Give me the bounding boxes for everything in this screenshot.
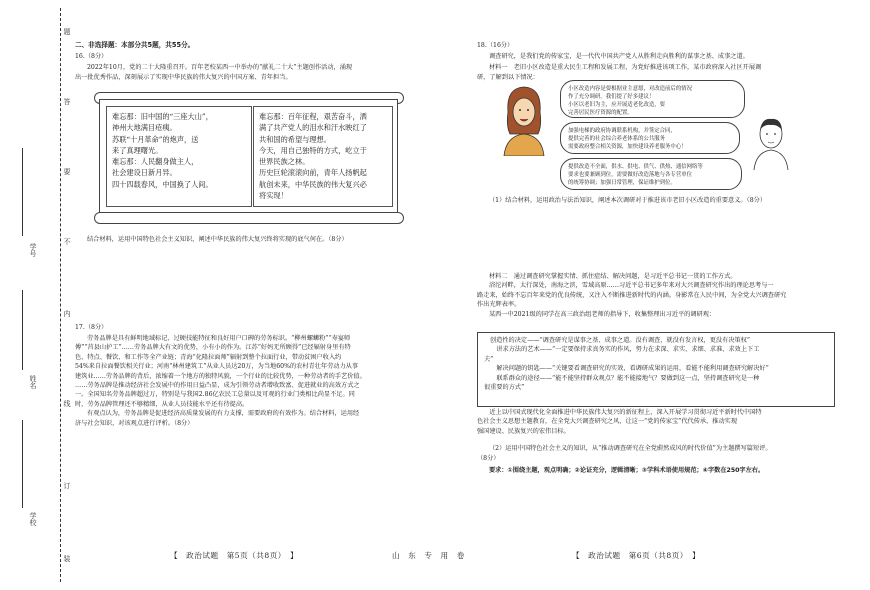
poem-right-line: 将实现！ <box>259 191 288 201</box>
q18-intro-line: 材料一 老旧小区改造是重大民生工程和发展工程，为党好推进该项工作，某市政府深入社区开展调 <box>489 64 762 71</box>
quotes-box <box>477 332 835 407</box>
margin-mark-nei: 内 <box>63 310 71 317</box>
q17-line: 建筑业……劳务品牌的背后，浓缩着一个地方的独特风貌，一个行业的比较优势，一种劳动者的手艺价值。 <box>75 372 366 380</box>
material2-line: 作出光辉表率。 <box>477 301 521 309</box>
margin-mark-ti: 题 <box>63 28 71 35</box>
footer-center: 山 东 专 用 卷 <box>392 551 465 560</box>
closing-line: 色社会主义思想主题教育，在全党大兴调查研究之风，让这一“党的传家宝”代代传承，推动实现 <box>477 418 738 426</box>
bubble2-line: 提供完善的社会综合养老体系的公共服务 <box>568 136 666 142</box>
school-field[interactable] <box>22 420 23 508</box>
poem-right-line: 世界民族之林。 <box>259 157 310 167</box>
school-label: 学校 <box>29 512 37 526</box>
poem-right-line: 共和国的希望与理想。 <box>259 134 331 144</box>
name-label: 姓名 <box>29 375 37 389</box>
footer-left-page: 【 政治试题 第5页（共8页） 】 <box>170 551 299 560</box>
quote-line: 解决问题的钥匙——“关键要看调查研究的实效，看调研成果的运用，看能不能利用调查研究解决好” <box>484 365 769 373</box>
q17-line: 色、特点、餐饮、和工作等全产业链；青海“化隆拉面师”辐射到整个拉面行业，带动贫困户收入约 <box>75 353 342 361</box>
quote-line: 联系群众的途径——“能不能坚持群众观点？能不能接地气？要做到这一点，坚持调查研究是一种 <box>484 374 760 382</box>
q16-number: 16.（8分） <box>75 53 108 60</box>
q16-intro-line: 2022年10月，党的二十大隆重召开。百年老校某西一中举办的“献礼二十大”主题创作活动，涌现 <box>87 64 353 71</box>
margin-mark-da: 答 <box>63 98 71 105</box>
old-woman-figure-icon <box>498 82 550 156</box>
speech-bubble-3 <box>560 158 742 190</box>
quote-line: 讲求方法的艺术——“一定要保持求真务实的作风，努力在求深、求实、求细、求准、求效上下工 <box>484 346 760 354</box>
bubble3-line: 的统筹协调；加强日常管理，保证维护到位。 <box>568 180 676 186</box>
bubble2-line: 需要政府整合相关资源，加快建设养老服务中心！ <box>568 144 687 150</box>
binding-line <box>60 8 61 582</box>
margin-mark-bu: 不 <box>63 238 71 245</box>
poem-left-line: 难忘那：人民翻身做主人， <box>112 157 199 167</box>
q18-part2-question: （2）运用中国特色社会主义的知识，从“推动调查研究在全党蔚然成风的时代价值”为主题撰写篇短评。 <box>489 445 772 452</box>
poem-left-line: 来了真理曙光。 <box>112 145 163 155</box>
margin-mark-xian: 线 <box>63 400 71 407</box>
bubble3-line: 提供改造不全面，供水、供电、供气、供热、通信网络等 <box>568 164 703 170</box>
q17-number: 17.（8分） <box>75 324 108 331</box>
poem-right-line: 历史巨轮滚滚向前，青年人扬帆起 <box>259 168 367 178</box>
speech-bubble-1 <box>560 80 745 118</box>
material2-line: 路走来，始终不忘百年来党的优良传统，又注入不断推进新时代的内涵。身影常在人民中间，为全党大兴调查研究 <box>477 291 787 299</box>
bubble1-line: 小区以老旧为主，应开展适老化改造，要 <box>568 102 666 108</box>
q17-line: 劳务品牌是具有鲜明地域标记、过硬技能特征和良好用户口碑的劳务标识。“柳州螺蛳粉”“寿宴师 <box>87 335 351 342</box>
q17-body <box>75 334 431 428</box>
quote-line: 夫” <box>484 355 494 363</box>
quote-line: 创造性的决定——“调查研究是谋事之基、成事之道。没有调查，就没有发言权，更没有决策权” <box>490 337 751 344</box>
margin-mark-ding: 订 <box>63 482 71 489</box>
poem-right-line: 航创未来，中华民族的伟大复兴必 <box>259 179 367 189</box>
poem-left-line: 苏联“十月革命”的炮声，送 <box>112 134 199 144</box>
margin-mark-zhuang: 装 <box>63 555 71 562</box>
name-field[interactable] <box>22 290 23 370</box>
scroll-bottom-roll <box>94 212 404 224</box>
closing-line: 强国建设、民族复兴的宏伟目标。 <box>477 427 570 435</box>
poem-left-line: 神州大地满目疮痍。 <box>112 123 177 133</box>
material2-line: 材料二 通过调查研究掌握实情、抓住症结、解决问题，是习近平总书记一贯的工作方式。 <box>489 273 737 280</box>
closing-text <box>477 408 762 436</box>
bubble3-line: 要求也要兼顾到位，需要做好改造落地与各专营单位 <box>568 172 692 178</box>
poem-left-line: 难忘那：旧中国的“三座大山”， <box>112 112 213 121</box>
q18-intro-line: 研，了解到以下情况： <box>477 74 539 81</box>
q17-line: 一。全国知名劳务品牌超过万，特别是与我国2.86亿农民工总量以及可观的行业门类相比尚显不足。同 <box>75 391 355 399</box>
q18-intro-line: 调查研究，是我们党的传家宝，是一代代中国共产党人从胜利走向胜利的谋事之基、成事之道。 <box>489 53 749 60</box>
bubble1-line: 小区改造内容是要根据业主意愿，对改造前后的情况 <box>568 86 692 92</box>
q18-part1-question: （1）结合材料，运用政治与法治知识，阐述本次调研对于推进该市老旧小区改造的重要意义。（8分） <box>489 197 767 204</box>
q18-number: 18.（16分） <box>477 42 514 49</box>
poem-scroll <box>99 99 398 216</box>
student-id-label: 学号 <box>29 243 37 257</box>
q17-line: 济与社会知识，对该观点进行评析。（8分） <box>75 419 194 427</box>
q16-question: 结合材料，运用中国特色社会主义知识，阐述中华民族的伟大复兴终将实现的底气何在。（8分） <box>87 236 348 243</box>
q18-requirements: 要求：①围绕主题，观点明确；②论证充分，逻辑清晰；③学科术语使用规范；④字数在250字左右。 <box>489 467 765 474</box>
poem-box-right <box>253 106 393 207</box>
poem-left-line: 四十四载春风，中国换了人间。 <box>112 179 213 189</box>
speech-bubble-2 <box>560 122 740 154</box>
material2-text <box>477 272 786 319</box>
poem-right-line: 满了共产党人的泪水和汗水映红了 <box>259 123 367 133</box>
q17-line: 有观点认为，劳务品牌是促进经济高质量发展的有力支撑，需要政府的有效作为。结合材料，运用经 <box>87 410 360 418</box>
q17-line: 54%来自拉面餐饮相关行业；河南“林州建筑工”从业人员达20万，为当地60%的农村青壮年劳动力从事 <box>75 363 359 371</box>
q17-line: 傅”“莒县山护工”……劳务品牌大有文的优势，小有小的作为。江苏“好妈无所顾得”已经辐射身里有特 <box>75 344 351 352</box>
material2-line: 某西一中2021级的同学在高三政治组老师的指导下，收集整理出习近平的调研观： <box>489 310 716 318</box>
material2-line: 浴沱河畔，太行深处，南海之滨，雪域高原……习近平总书记多年来对大兴调查研究作出的理论思考与一 <box>489 282 774 290</box>
bubble1-line: 完善居民医疗资源的配置。 <box>568 110 633 116</box>
young-man-figure-icon <box>750 112 792 170</box>
bubble1-line: 作了充分调研。我们提了好多建议！ <box>568 94 655 100</box>
q18-part2-score: （8分） <box>477 455 500 462</box>
margin-mark-yao: 要 <box>63 168 71 175</box>
bubble2-line: 加强电梯的政府协调联系机构，并签定合同， <box>568 128 676 134</box>
poem-box-left <box>106 106 252 207</box>
q17-line: 时，劳务品牌管理还不够精细，从业人员技能水平还有待提高。 <box>75 400 249 408</box>
quote-line: 很重要的方式” <box>484 384 525 392</box>
poem-left-line: 社会建设日新月异。 <box>112 168 177 178</box>
closing-line: 近上以中国式现代化全面推进中华民族伟大复兴的新征程上，深入开展学习贯彻习近平新时代中国特 <box>477 409 762 416</box>
poem-right-line: 今天，用自己独特的方式，屹立于 <box>259 145 367 155</box>
q16-intro-line: 出一批优秀作品，深刻展示了实现中华民族的伟大复兴的中国方案、青年担当。 <box>75 74 292 81</box>
poem-right-line: 难忘那：百年征程，艰苦奋斗，洒 <box>259 112 367 121</box>
footer-right-page: 【 政治试题 第6页（共8页） 】 <box>572 551 701 560</box>
section-title: 二、非选择题：本部分共5题，共55分。 <box>75 41 195 49</box>
student-id-field[interactable] <box>22 148 23 236</box>
q17-line: ……劳务品牌是推动经济社会发展中的作用日益凸显，成为引领劳动者增收致富、促进就业的高效方式之 <box>75 382 360 390</box>
